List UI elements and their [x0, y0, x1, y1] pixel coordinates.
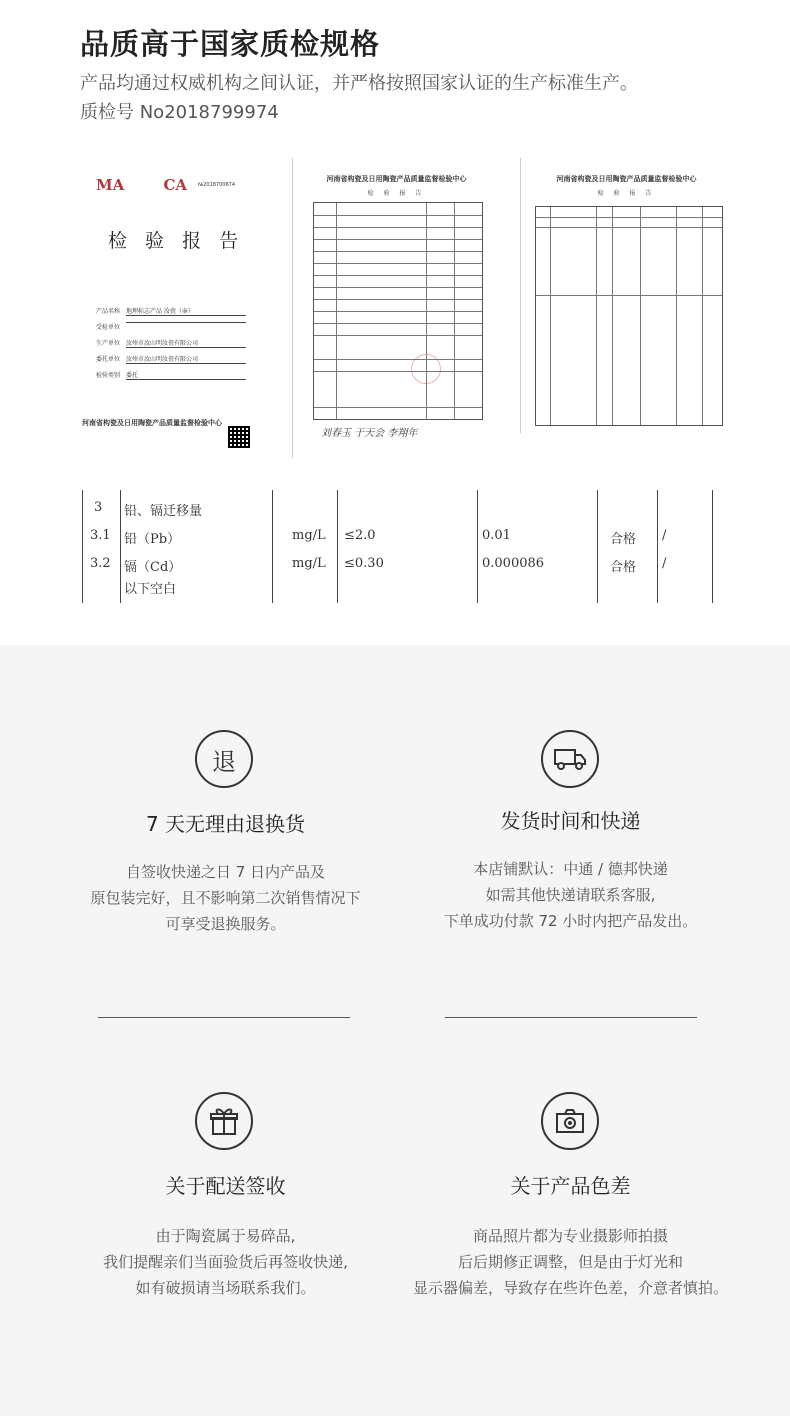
report-page-header: 河南省构瓷及日用陶瓷产品质量监督检验中心 [326, 175, 467, 183]
feature-line: 由于陶瓷属于易碎品, [155, 1227, 296, 1245]
report-number: №2018700674 [198, 182, 236, 188]
row-unit: mg/L [292, 556, 326, 571]
feature-line: 我们提醒亲们当面验货后再签收快递, [103, 1253, 348, 1271]
divider [445, 1017, 697, 1018]
report-row: 生产单位 汝州市汝山明汝瓷有限公司 [96, 338, 120, 347]
feature-line: 下单成功付款 72 小时内把产品发出。 [443, 912, 698, 930]
service-section [0, 645, 790, 1416]
zoomed-result-table [62, 490, 734, 603]
section-title: 品质高于国家质检规格 [80, 27, 381, 61]
report-page-header: 河南省构瓷及日用陶瓷产品质量监督检验中心 [556, 175, 697, 183]
quality-section [0, 0, 790, 645]
feature-title: 关于配送签收 [165, 1174, 286, 1198]
report-table [313, 202, 483, 420]
row-item: 镉（Cd） [124, 560, 182, 575]
section-description: 产品均通过权威机构之间认证，并严格按照国家认证的生产标准生产。 [80, 73, 638, 94]
feature-line: 可享受退换服务。 [165, 915, 286, 933]
feature-line: 如有破损请当场联系我们。 [135, 1279, 316, 1297]
report-row: 检验类别 委托 [96, 370, 120, 379]
row-result: 0.01 [482, 528, 511, 543]
report-table [535, 206, 723, 426]
cert-number: 质检号 No2018799974 [80, 102, 279, 123]
report-row: 委托单位 汝州市汝山明汝瓷有限公司 [96, 354, 120, 363]
feature-line: 自签收快递之日 7 日内产品及 [125, 863, 326, 881]
row-result: 0.000086 [482, 556, 545, 571]
feature-line: 本店铺默认：中通 / 德邦快递 [473, 860, 668, 878]
feature-title: 7 天无理由退换货 [145, 812, 306, 836]
row-item: 铅（Pb） [124, 532, 181, 547]
feature-line: 原包装完好，且不影响第二次销售情况下 [90, 889, 361, 907]
report-page-title: 检 验 报 告 [597, 190, 656, 197]
cma-mark-icon: MA [96, 176, 125, 194]
report-cover-title: 检 验 报 告 [108, 230, 245, 252]
certification-marks [96, 176, 221, 194]
seal-stamp-icon [411, 354, 441, 384]
row-number: 3.1 [90, 528, 111, 543]
feature-title: 关于产品色差 [510, 1174, 631, 1198]
signatures: 刘春玉 于天会 李翔年 [321, 428, 418, 439]
row-note: / [662, 528, 667, 543]
row-number: 3.2 [90, 556, 111, 571]
return-icon: 退 [195, 730, 253, 788]
report-row: 受检单位 [96, 322, 120, 331]
feature-line: 后后期修正调整，但是由于灯光和 [457, 1253, 683, 1271]
row-number: 3 [94, 500, 103, 515]
feature-line: 商品照片都为专业摄影师拍摄 [472, 1227, 668, 1245]
row-verdict: 合格 [610, 560, 637, 575]
feature-line: 如需其他快递请联系客服, [485, 886, 656, 904]
row-limit: ≤2.0 [344, 528, 376, 543]
divider [98, 1017, 350, 1018]
row-limit: ≤0.30 [344, 556, 384, 571]
report-cover-image [62, 160, 274, 457]
report-page-3-image [520, 158, 732, 433]
report-row: 产品名称 地理标志产品 汝瓷（壶） [96, 306, 120, 315]
qr-code-icon [228, 426, 250, 448]
cal-mark-icon: CA [163, 176, 188, 194]
gift-icon [195, 1092, 253, 1150]
row-note: / [662, 556, 667, 571]
feature-title: 发货时间和快递 [500, 809, 641, 833]
report-page-2-image [292, 158, 500, 458]
camera-icon [541, 1092, 599, 1150]
row-item: 铅、镉迁移量 [124, 504, 203, 519]
row-verdict: 合格 [610, 532, 637, 547]
report-page-title: 检 验 报 告 [367, 190, 426, 197]
row-unit: mg/L [292, 528, 326, 543]
row-item: 以下空白 [124, 582, 177, 597]
report-cover-footer: 河南省构瓷及日用陶瓷产品质量监督检验中心 [82, 419, 222, 427]
truck-icon [541, 730, 599, 788]
feature-line: 显示器偏差，导致存在些许色差，介意者慎拍。 [412, 1279, 728, 1297]
